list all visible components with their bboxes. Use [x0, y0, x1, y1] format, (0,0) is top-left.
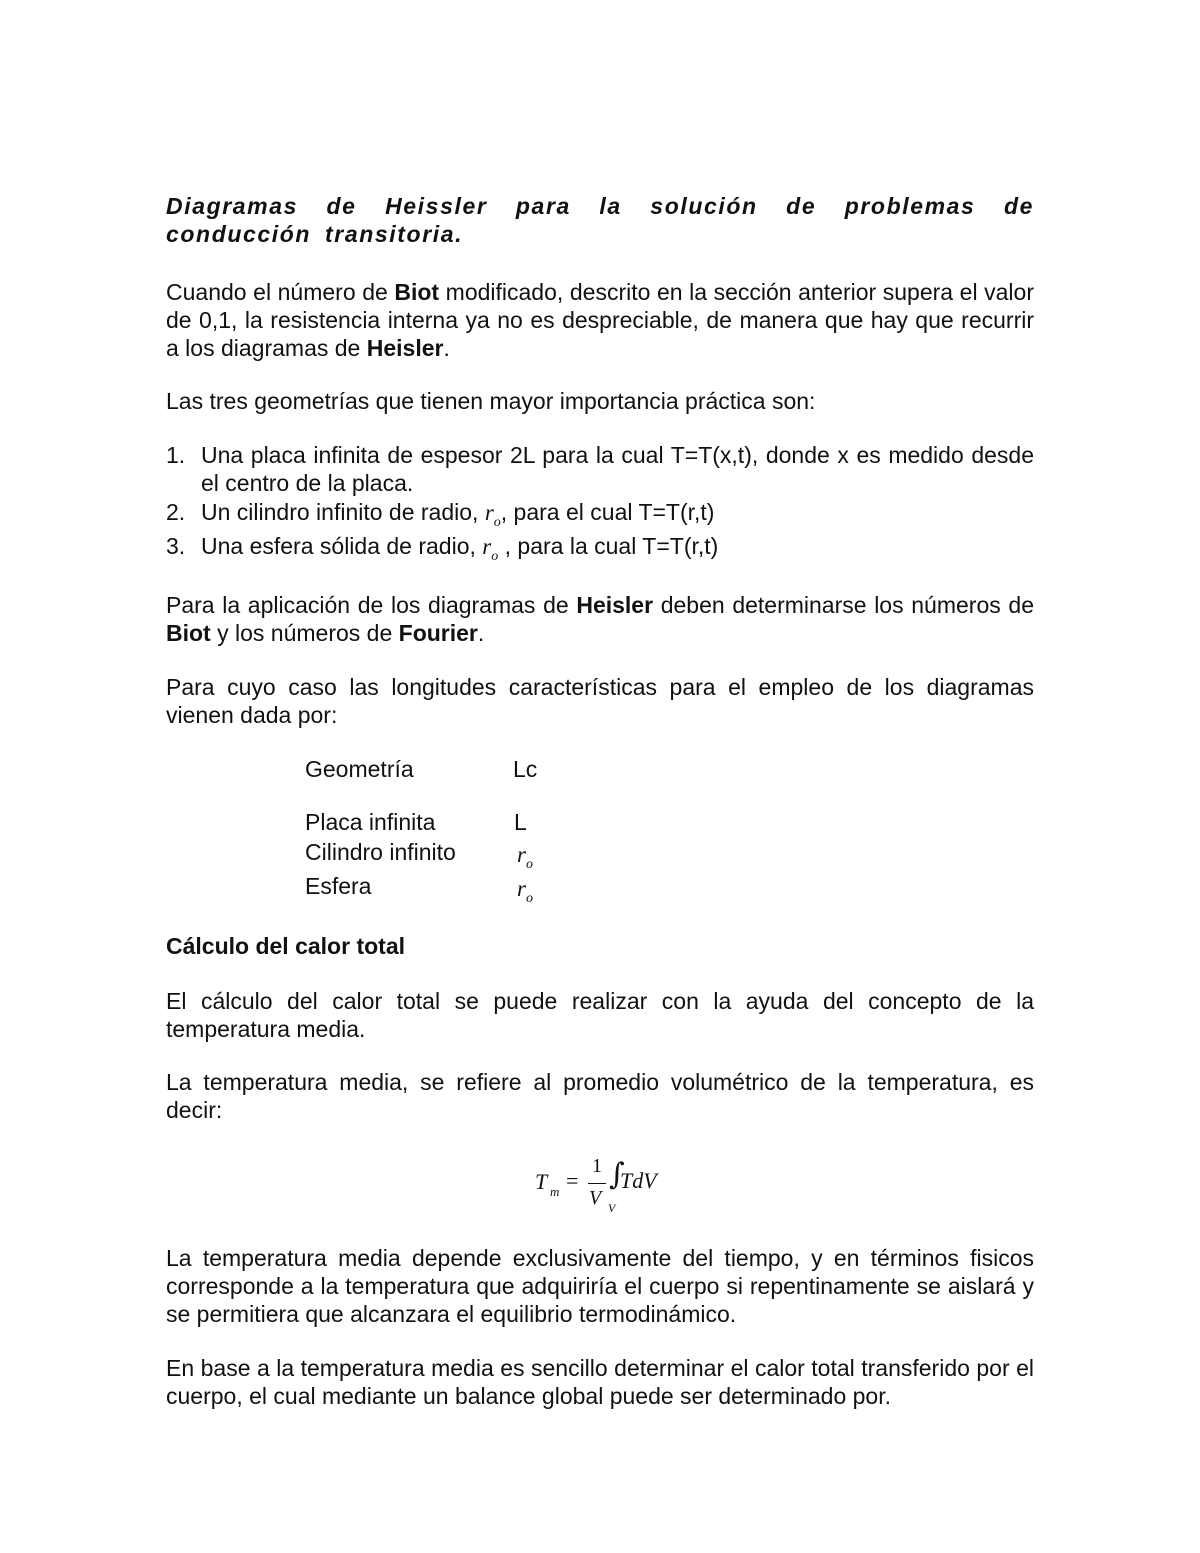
term-biot: Biot — [394, 279, 440, 305]
formula-integrand: TdV — [620, 1168, 657, 1193]
document-page: Diagramas de Heissler para la solución de problemas de conducción transitoria. Cuando el número de Biot modificado, descrito en la sección anterior supera el valor de 0,1, la resistencia interna ya no es despreciable, de manera que hay que recurrir a los diagramas de Heisler. Las tres geometrías que tienen mayor importancia práctica son: 1. Una placa infinita de espesor 2L para la cual T=T(x,t), donde x es medido desde el centro de la placa. 2. Un cilindro infinito de radio, $r_o$, para el cual T=T(r,t) 3. Una esfera sólida de radio, $r_o$ , para la cual T=T(r,t) Para la aplicación de los diagramas de Heisler deben determinarse los números de Biot y los números de Fourier. Para cuyo caso las longitudes características para el empleo de los diagramas vienen dada por: Geometría Lc Placa infinita L Cilindro infinito $r_o$ Esfera $r_o$ Cálculo del calor total El cálculo del calor total se puede realizar con la ayuda del concepto de la temperatura media. La temperatura media, se refiere al promedio volumétrico de la temperatura, es decir: T m = 1 V ∫ V TdV La temperatura media depende exclusivamente del tiempo, y en términos fisicos corresponde a la temperatura que adquiriría el cuerpo si repentinamente se aislará y se permitiera que alcanzara el equilibrio termodinámico. En base a la temperatura media es sencillo determinar el calor total transferido por el cuerpo, el cual mediante un balance global puede ser determinado por. — [166, 193, 1034, 1409]
list-text: Una placa infinita de espesor 2L para la cual T=T(x,t), donde x es medido desde el centro de la placa. — [201, 442, 1034, 496]
paragraph-heisler-application: Para la aplicación de los diagramas de Heisler deben determinarse los números de Biot y los números de Fourier. — [166, 592, 1034, 646]
symbol-subscript: o — [493, 515, 501, 530]
document-title: Diagramas de Heissler para la solución de problemas de conducción transitoria. — [166, 193, 1034, 247]
paragraph-geometries-intro: Las tres geometrías que tienen mayor importancia práctica son: — [166, 388, 816, 414]
list-number: 3. — [166, 533, 186, 559]
formula-lhs-subscript: m — [550, 1184, 560, 1199]
paragraph-characteristic-lengths: Para cuyo caso las longitudes características para el empleo de los diagramas vienen dada por: — [166, 674, 1034, 728]
term-heisler: Heisler — [576, 592, 654, 618]
list-number: 1. — [166, 442, 186, 468]
list-number: 2. — [166, 499, 186, 525]
integral-icon: ∫ — [609, 1157, 625, 1192]
table-header-lc: Lc — [513, 756, 538, 782]
paragraph-global-balance: En base a la temperatura media es sencillo determinar el calor total transferido por el cuerpo, el cual mediante un balance global puede ser determinado por. — [166, 1355, 1034, 1409]
table-cell-geometry: Placa infinita — [305, 809, 436, 835]
formula-denominator: V — [589, 1187, 602, 1209]
table-cell-lc: L — [514, 809, 527, 835]
term-biot: Biot — [166, 620, 211, 646]
formula-numerator: 1 — [592, 1155, 602, 1177]
table-header-geometry: Geometría — [305, 756, 414, 782]
term-heisler: Heisler — [366, 335, 444, 361]
symbol-r: r — [484, 500, 494, 525]
formula-equals: = — [566, 1168, 579, 1193]
table-cell-geometry: Esfera — [305, 873, 372, 899]
table-cell-lc: $r_o$ — [517, 876, 533, 906]
section-heading: Cálculo del calor total — [166, 933, 405, 959]
table-cell-geometry: Cilindro infinito — [305, 839, 456, 865]
formula-integral-subscript: V — [608, 1201, 616, 1215]
symbol-r: r — [482, 534, 492, 559]
symbol-subscript: o — [491, 549, 499, 564]
formula-lhs: T — [535, 1169, 548, 1194]
paragraph-mean-temperature-meaning: La temperatura media depende exclusivamente del tiempo, y en términos fisicos corresponde a la temperatura que adquiriría el cuerpo si repentinamente se aislará y se permitiera que alcanzara el equilibrio termodinámico. — [166, 1245, 1034, 1327]
paragraph-total-heat: El cálculo del calor total se puede realizar con la ayuda del concepto de la temperatura media. — [166, 988, 1034, 1042]
paragraph-mean-temperature: La temperatura media, se refiere al promedio volumétrico de la temperatura, es decir: — [166, 1069, 1034, 1123]
paragraph-biot-intro: Cuando el número de Biot modificado, descrito en la sección anterior supera el valor de 0,1, la resistencia interna ya no es despreciable, de manera que hay que recurrir a los diagramas de Heisler. — [166, 279, 1034, 361]
table-cell-lc: $r_o$ — [517, 842, 533, 872]
mean-temperature-formula — [530, 1150, 670, 1220]
term-fourier: Fourier — [398, 620, 478, 646]
